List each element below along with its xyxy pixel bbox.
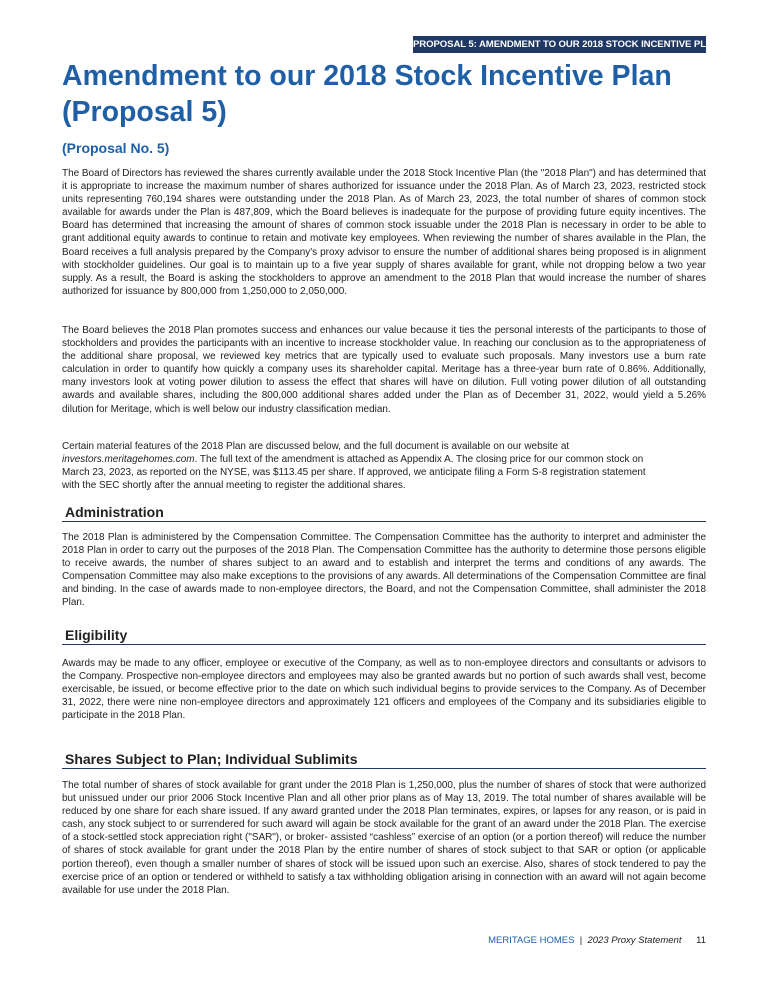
administration-paragraph: The 2018 Plan is administered by the Compensation Committee. The Compensation Committee has the authority to interpret and administer the 2018 Plan in order to carry out the purposes of the 2018 Plan. The Compensation Committee has the authority to determine those persons eligible to receive awards, the number of shares subject to an award and to establish and interpret the terms and conditions of any awards. The Compensation Committee may also make exceptions to the provisions of any awards. All determinations of the Compensation Committee are final and binding. In the case of awards made to non-employee directors, the Board, and not the Compensation Committee, shall administer the 2018 Plan. — [62, 532, 706, 609]
page-footer — [488, 935, 706, 946]
eligibility-paragraph: Awards may be made to any officer, employee or executive of the Company, as well as to non-employee directors and consultants or advisors to the Company. Prospective non-employee directors and employees may also be granted awards but no portion of such awards shall vest, become exercisable, be issued, or become effective prior to the date on which such individual begins to provide services to the Company. As of December 31, 2022, there were nine non-employee directors and approximately 121 officers and employees of the Company and its subsidiaries eligible to participate in the 2018 Plan. — [62, 658, 706, 722]
page-subtitle: (Proposal No. 5) — [62, 140, 170, 156]
page-title-line1: Amendment to our 2018 Stock Incentive Plan — [62, 60, 672, 92]
footer-company: MERITAGE HOMES — [488, 935, 575, 946]
intro-paragraph-1: The Board of Directors has reviewed the shares currently available under the 2018 Stock Incentive Plan (the "2018 Plan") and has determined that it is appropriate to increase the maximum number of shares authorized for issuance under the 2018 Plan. As of March 23, 2023, restricted stock units representing 760,194 shares were outstanding under the 2018 Plan. As of March 23, 2023, the total number of shares of common stock available for awards under the Plan is 487,809, which the Board believes is inadequate for the purpose of providing future equity incentives. The Board has determined that increasing the amount of shares of common stock issuable under the 2018 Plan is necessary in order to be able to grant additional equity awards to continue to retain and motivate key employees. When reviewing the number of shares available in the Plan, the Board receives a full analysis prepared by the Company's proxy advisor to ensure the number of additional shares being proposed is in alignment with stockholder guidelines. Our goal is to maintain up to a five year supply of shares available for grant, while not dropping below a two year supply. As a result, the Board is asking the stockholders to approve an amendment to the 2018 Plan that would increase the number of shares authorized for issuance by 800,000 from 1,250,000 to 2,050,000. — [62, 168, 706, 297]
page-title — [62, 58, 722, 130]
shares-paragraph: The total number of shares of stock available for grant under the 2018 Plan is 1,250,000, plus the number of shares of stock that were authorized but unissued under our prior 2006 Stock Incentive Plan and all other prior plans as of May 13, 2019. The total number of shares available will be reduced by one share for each share issued. If any award granted under the 2018 Plan terminates, expires, or lapses for any reason, or is paid in cash, any stock subject to or surrendered for such award will again be stock available for the grant of an award under the 2018 Plan. The exercise of a stock-settled stock appreciation right ("SAR"), or broker- assisted “cashless” exercise of an option (or a portion thereof) will reduce the number of shares of stock available for grant under the 2018 Plan by the entire number of shares of stock subject to that SAR or option (or applicable portion thereof), even though a smaller number of shares of stock will be issued upon such an exercise. Also, shares of stock tendered to pay the exercise price of an option or tendered or withheld to satisfy a tax withholding obligation arising in connection with an award will not again become available for use under the 2018 Plan. — [62, 780, 706, 896]
intro-paragraph-3 — [62, 440, 662, 492]
section-header-tab: PROPOSAL 5: AMENDMENT TO OUR 2018 STOCK INCENTIVE PLAN — [413, 36, 706, 53]
footer-separator: | — [579, 935, 583, 946]
intro-paragraph-2: The Board believes the 2018 Plan promotes success and enhances our value because it ties the personal interests of the participants to those of stockholders and provides the participants with an incentive to increase stockholder value. In reaching our conclusion as to the appropriateness of the additional share proposal, we reviewed key metrics that are typically used to evaluate such proposals. Many investors use a burn rate calculation in order to quantify how quickly a company uses its shareholder capital. Meritage has a three-year burn rate of 0.86%. Additionally, many investors look at voting power dilution to assess the effect that shares will have on dilution. Full voting power dilution of all outstanding awards and available shares, including the 800,000 additional shares added under the Plan as of December 31, 2022, would yield a 5.26% dilution for Meritage, which is well below our industry classification median. — [62, 325, 706, 415]
shares-heading: Shares Subject to Plan; Individual Sublimits — [62, 750, 706, 769]
intro-paragraph-3-text: Certain material features of the 2018 Plan are discussed below, and the full document is available on our website at — [62, 441, 570, 452]
page-title-line2: (Proposal 5) — [62, 96, 227, 128]
eligibility-heading: Eligibility — [62, 626, 706, 645]
intro-paragraph-3-rest: . The full text of the amendment is attached as Appendix A. The closing price for our common stock on March 23, 2023, as reported on the NYSE, was $113.45 per share. If approved, we anticipate filing a Form S-8 registration statement with the SEC shortly after the annual meeting to register the additional shares. — [62, 454, 646, 492]
page-number: 11 — [696, 935, 706, 946]
footer-document: 2023 Proxy Statement — [587, 935, 682, 946]
administration-heading: Administration — [62, 503, 706, 522]
website-link[interactable]: investors.meritagehomes.com — [62, 454, 195, 466]
